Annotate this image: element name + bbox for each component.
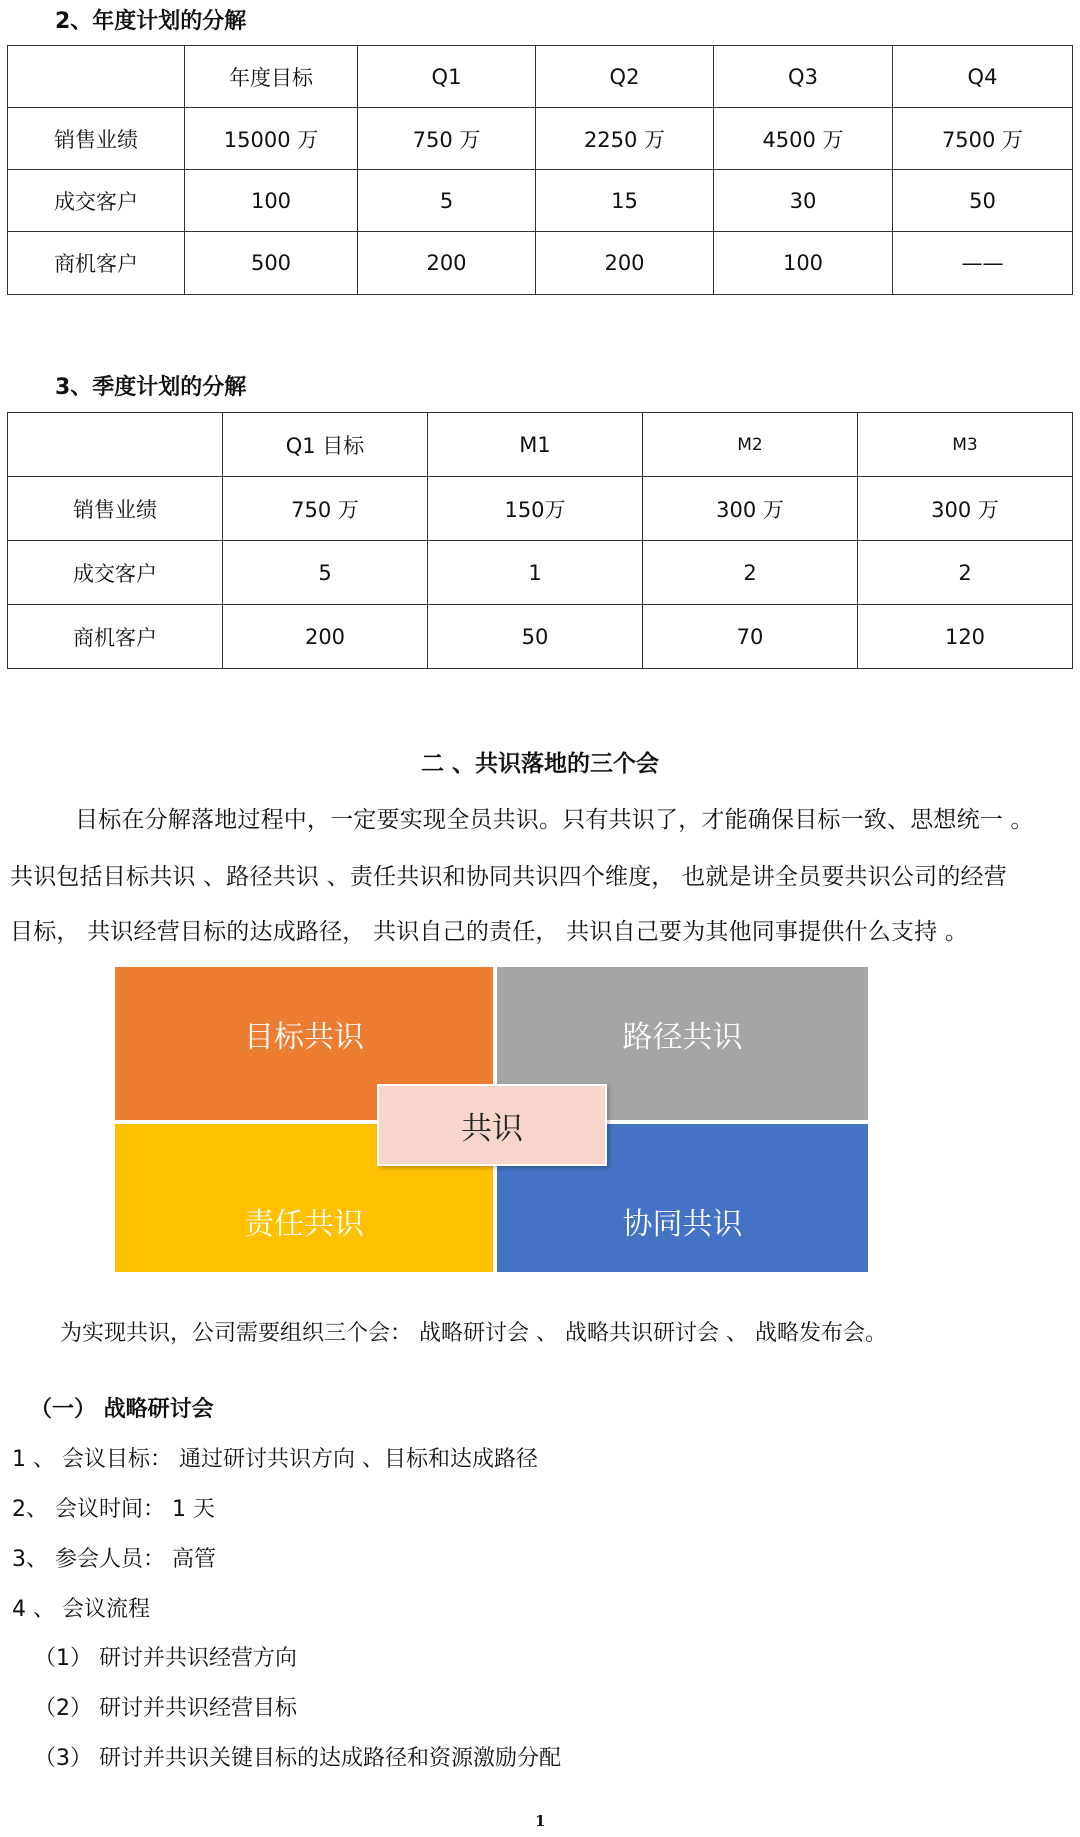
table-cell: 300 万 [643,477,858,541]
list-item: 3、 参会人员： 高管 [12,1547,216,1572]
table-header-row [8,46,1073,108]
header-cell: Q2 [536,46,714,108]
quadrant-label: 责任共识 [244,1207,364,1242]
table-cell: 2 [858,541,1073,605]
table-row [8,232,1073,295]
header-cell: 年度目标 [185,46,358,108]
process-item: （1） 研讨并共识经营方向 [34,1646,297,1671]
page-number: 1 [535,1812,546,1830]
table-cell: 200 [223,605,428,669]
header-cell: M3 [858,413,1073,477]
table-cell: 30 [714,170,893,232]
list-item: 4 、 会议流程 [12,1597,150,1622]
quarterly-plan-table [7,412,1073,669]
center-label: 共识 [461,1110,523,1147]
header-cell [8,413,223,477]
table-cell: —— [893,232,1073,295]
table-row [8,170,1073,232]
table-cell: 5 [358,170,536,232]
quadrant-label: 路径共识 [622,1019,743,1055]
section3-heading: 3、季度计划的分解 [55,375,247,400]
table-cell: 150万 [428,477,643,541]
part2-title: 二 、共识落地的三个会 [420,751,659,777]
table-cell: 7500 万 [893,108,1073,170]
table-row [8,477,1073,541]
header-cell: M2 [643,413,858,477]
row-label: 成交客户 [8,170,185,232]
table-cell: 300 万 [858,477,1073,541]
meeting1-heading: （一） 战略研讨会 [30,1397,214,1422]
center-consensus-box [377,1084,607,1166]
table-cell: 200 [536,232,714,295]
process-item: （3） 研讨并共识关键目标的达成路径和资源激励分配 [34,1746,561,1771]
row-label: 商机客户 [8,232,185,295]
process-item: （2） 研讨并共识经营目标 [34,1696,297,1721]
header-cell: Q1 目标 [223,413,428,477]
table-cell: 120 [858,605,1073,669]
table-cell: 50 [893,170,1073,232]
consensus-diagram [115,967,868,1272]
table-cell: 4500 万 [714,108,893,170]
row-label: 销售业绩 [8,477,223,541]
table-cell: 100 [185,170,358,232]
list-item: 2、 会议时间： 1 天 [12,1497,215,1522]
header-cell: Q3 [714,46,893,108]
table-cell: 2250 万 [536,108,714,170]
paragraph-line: 目标在分解落地过程中，一定要实现全员共识。只有共识了，才能确保目标一致、思想统一 。 [75,807,1034,833]
table-cell: 15 [536,170,714,232]
table-cell: 100 [714,232,893,295]
table-cell: 750 万 [223,477,428,541]
header-cell: M1 [428,413,643,477]
table-cell: 2 [643,541,858,605]
table-cell: 500 [185,232,358,295]
section2-heading: 2、年度计划的分解 [55,9,247,34]
table-cell: 200 [358,232,536,295]
list-item: 1 、 会议目标： 通过研讨共识方向 、目标和达成路径 [12,1447,538,1472]
paragraph-line: 目标， 共识经营目标的达成路径， 共识自己的责任， 共识自己要为其他同事提供什么支持 。 [10,919,969,945]
annual-plan-table [7,45,1073,295]
quadrant-label: 目标共识 [244,1019,364,1055]
header-cell: Q4 [893,46,1073,108]
row-label: 销售业绩 [8,108,185,170]
table-row [8,108,1073,170]
row-label: 成交客户 [8,541,223,605]
row-label: 商机客户 [8,605,223,669]
table-row [8,605,1073,669]
header-cell: Q1 [358,46,536,108]
table-cell: 5 [223,541,428,605]
meetings-intro: 为实现共识，公司需要组织三个会： 战略研讨会 、 战略共识研讨会 、 战略发布会。 [60,1321,887,1346]
table-cell: 750 万 [358,108,536,170]
table-cell: 70 [643,605,858,669]
table-cell: 1 [428,541,643,605]
header-cell [8,46,185,108]
table-header-row [8,413,1073,477]
table-cell: 50 [428,605,643,669]
paragraph-line: 共识包括目标共识 、路径共识 、责任共识和协同共识四个维度， 也就是讲全员要共识公司的经营 [10,864,1007,890]
table-cell: 15000 万 [185,108,358,170]
quadrant-label: 协同共识 [622,1207,743,1242]
table-row [8,541,1073,605]
